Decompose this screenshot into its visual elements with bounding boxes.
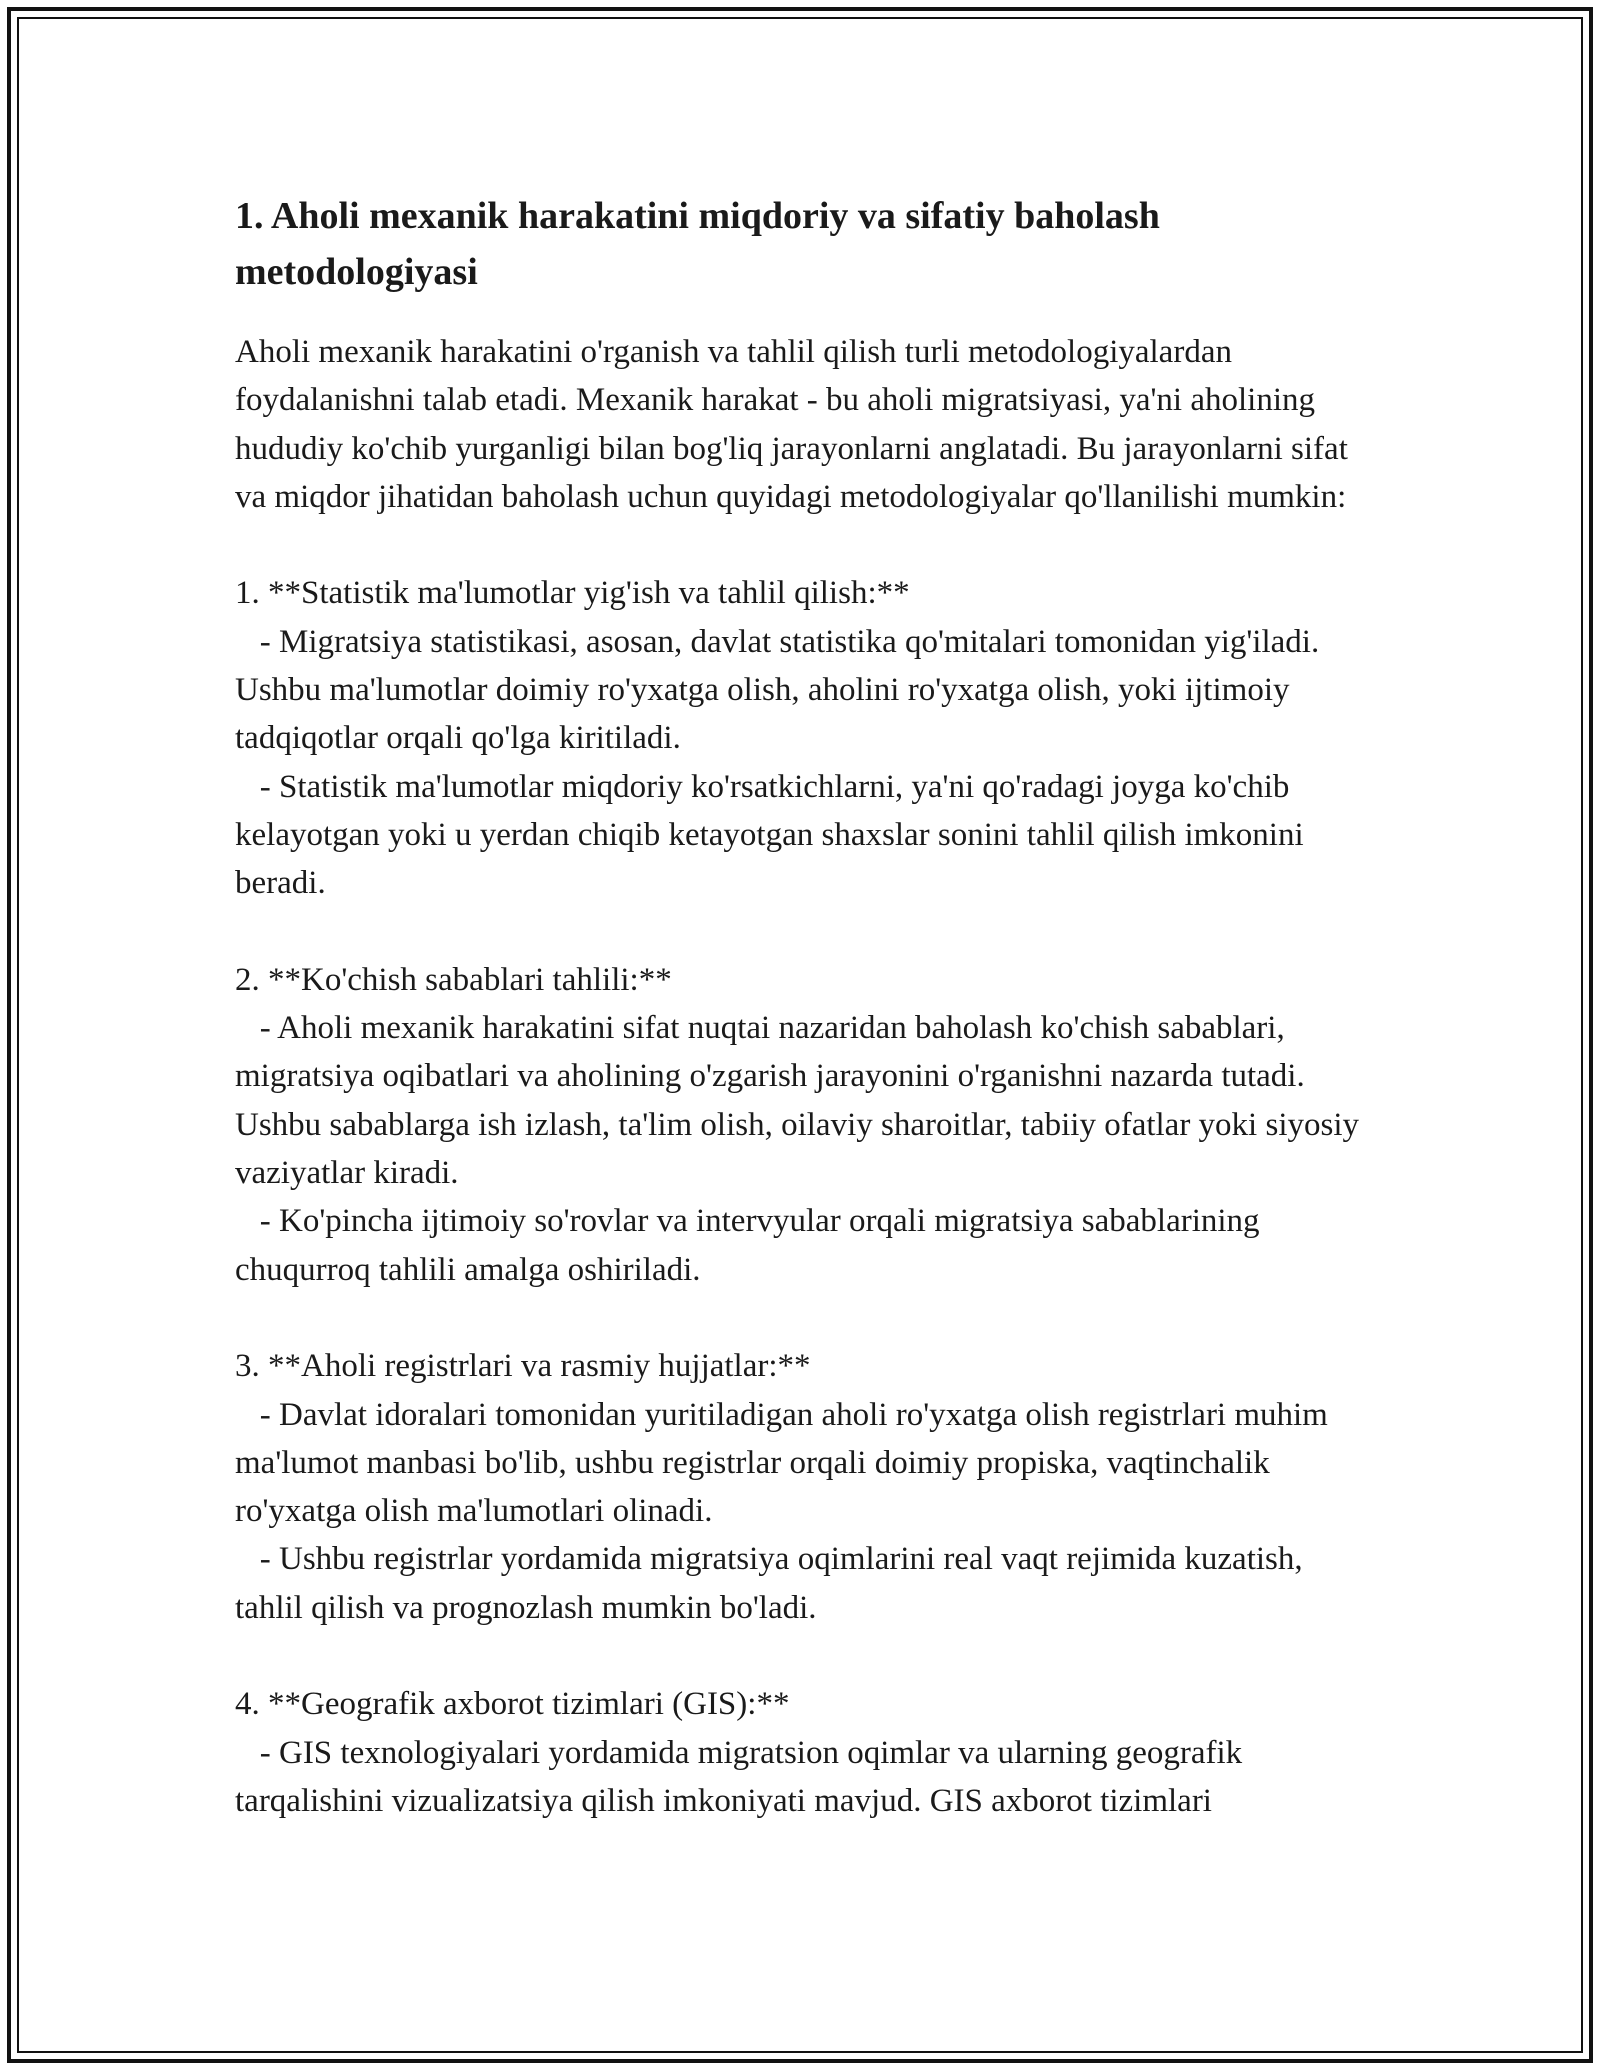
document-content bbox=[235, 188, 1365, 1825]
section-heading: 1. Aholi mexanik harakatini miqdoriy va sifatiy baholash metodologiyasi bbox=[235, 195, 1160, 293]
section-body: Aholi mexanik harakatini o'rganish va tahlil qilish turli metodologiyalardan foydalanishni talab etadi. Mexanik harakat - bu aholi migratsiyasi, ya'ni aholining hududiy ko'chib yurganligi bilan bog'liq jarayonlarni anglatadi. Bu jarayonlarni sifat va miqdor jihatidan baholash uchun quyidagi metodologiyalar qo'llanilishi mumkin: 1. **Statistik ma'lumotlar yig'ish va tahlil qilish:** - Migratsiya statistikasi, asosan, davlat statistika qo'mitalari tomonidan yig'iladi. Ushbu ma'lumotlar doimiy ro'yxatga olish, aholini ro'yxatga olish, yoki ijtimoiy tadqiqotlar orqali qo'lga kiritiladi. - Statistik ma'lumotlar miqdoriy ko'rsatkichlarni, ya'ni qo'radagi joyga ko'chib kelayotgan yoki u yerdan chiqib ketayotgan shaxslar sonini tahlil qilish imkonini beradi. 2. **Ko'chish sabablari tahlili:** - Aholi mexanik harakatini sifat nuqtai nazaridan baholash ko'chish sabablari, migratsiya oqibatlari va aholining o'zgarish jarayonini o'rganishni nazarda tutadi. Ushbu sabablarga ish izlash, ta'lim olish, oilaviy sharoitlar, tabiiy ofatlar yoki siyosiy vaziyatlar kiradi. - Ko'pincha ijtimoiy so'rovlar va intervyular orqali migratsiya sabablarining chuqurroq tahlili amalga oshiriladi. 3. **Aholi registrlari va rasmiy hujjatlar:** - Davlat idoralari tomonidan yuritiladigan aholi ro'yxatga olish registrlari muhim ma'lumot manbasi bo'lib, ushbu registrlar orqali doimiy propiska, vaqtinchalik ro'yxatga olish ma'lumotlari olinadi. - Ushbu registrlar yordamida migratsiya oqimlarini real vaqt rejimida kuzatish, tahlil qilish va prognozlash mumkin bo'ladi. 4. **Geografik axborot tizimlari (GIS):** - GIS texnologiyalari yordamida migratsion oqimlar va ularning geografik tarqalishini vizualizatsiya qilish imkoniyati mavjud. GIS axborot tizimlari bbox=[235, 334, 1359, 1819]
